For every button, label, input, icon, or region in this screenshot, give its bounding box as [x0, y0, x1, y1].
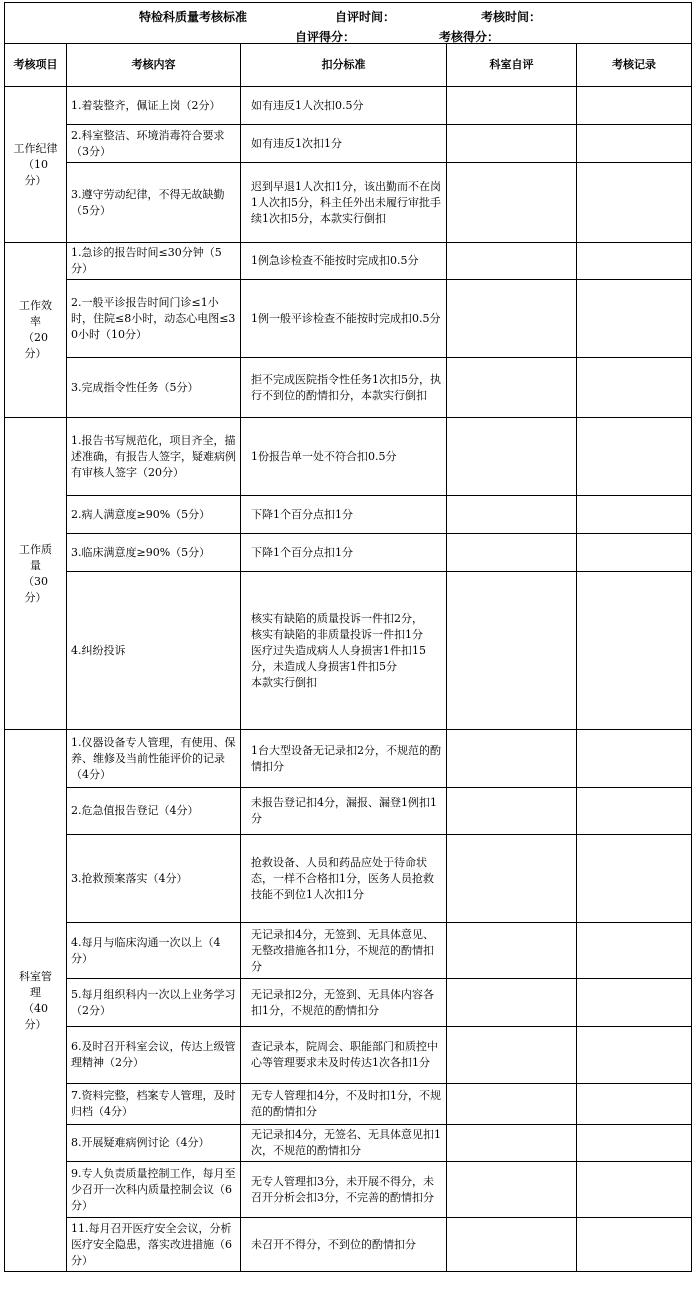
- self-eval-cell[interactable]: [447, 243, 577, 280]
- content-cell: 1.着装整齐，佩证上岗（2分）: [67, 87, 241, 125]
- record-cell[interactable]: [577, 280, 692, 358]
- self-eval-cell[interactable]: [447, 163, 577, 243]
- content-cell: 2.一般平诊报告时间门诊≤1小时，住院≤8小时，动态心电图≤30小时（10分）: [67, 280, 241, 358]
- table-row: [5, 923, 692, 979]
- criteria-cell: 下降1个百分点扣1分: [241, 534, 447, 572]
- criteria-cell: 无记录扣4分，无签名、无具体意见扣1次，不规范的酌情扣分: [241, 1125, 447, 1162]
- content-cell: 3.遵守劳动纪律，不得无故缺勤（5分）: [67, 163, 241, 243]
- category-cell: 工作效 率 （20 分）: [5, 243, 67, 418]
- self-eval-cell[interactable]: [447, 125, 577, 163]
- self-eval-cell[interactable]: [447, 87, 577, 125]
- self-eval-cell[interactable]: [447, 1084, 577, 1125]
- record-cell[interactable]: [577, 534, 692, 572]
- category-cell: 科室管 理 （40 分）: [5, 730, 67, 1272]
- self-eval-cell[interactable]: [447, 1027, 577, 1084]
- record-cell[interactable]: [577, 979, 692, 1027]
- assessment-table: [4, 2, 692, 1272]
- self-eval-cell[interactable]: [447, 923, 577, 979]
- col-header-criteria: 扣分标准: [241, 44, 447, 87]
- table-row: [5, 496, 692, 534]
- content-cell: 5.每月组织科内一次以上业务学习（2分）: [67, 979, 241, 1027]
- content-cell: 3.临床满意度≥90%（5分）: [67, 534, 241, 572]
- self-eval-cell[interactable]: [447, 730, 577, 788]
- record-cell[interactable]: [577, 163, 692, 243]
- category-cell: 工作纪律 （10 分）: [5, 87, 67, 243]
- col-header-item: 考核项目: [5, 44, 67, 87]
- table-row: [5, 418, 692, 496]
- table-row: [5, 87, 692, 125]
- record-cell[interactable]: [577, 923, 692, 979]
- record-cell[interactable]: [577, 1162, 692, 1218]
- table-row: [5, 572, 692, 730]
- record-cell[interactable]: [577, 125, 692, 163]
- content-cell: 8.开展疑难病例讨论（4分）: [67, 1125, 241, 1162]
- content-cell: 9.专人负责质量控制工作，每月至少召开一次科内质量控制会议（6分）: [67, 1162, 241, 1218]
- record-cell[interactable]: [577, 1125, 692, 1162]
- self-eval-time-label: 自评时间：: [335, 10, 396, 24]
- self-eval-cell[interactable]: [447, 788, 577, 835]
- column-header-row: [5, 44, 692, 87]
- self-eval-cell[interactable]: [447, 280, 577, 358]
- content-cell: 2.科室整洁、环境消毒符合要求（3分）: [67, 125, 241, 163]
- assess-score-label: 考核得分：: [439, 30, 500, 44]
- table-row: [5, 243, 692, 280]
- self-eval-cell[interactable]: [447, 534, 577, 572]
- criteria-cell: 迟到早退1人次扣1分，该出勤而不在岗1人次扣5分，科主任外出未履行审批手续1次扣5分，本款实行倒扣: [241, 163, 447, 243]
- criteria-cell: 未报告登记扣4分，漏报、漏登1例扣1分: [241, 788, 447, 835]
- criteria-cell: 查记录本，院周会、职能部门和质控中心等管理要求未及时传达1次各扣1分: [241, 1027, 447, 1084]
- record-cell[interactable]: [577, 418, 692, 496]
- content-cell: 1.报告书写规范化，项目齐全，描述准确，有报告人签字，疑难病例有审核人签字（20分）: [67, 418, 241, 496]
- col-header-content: 考核内容: [67, 44, 241, 87]
- record-cell[interactable]: [577, 835, 692, 923]
- criteria-cell: 无专人管理扣3分，未开展不得分，未召开分析会扣3分，不完善的酌情扣分: [241, 1162, 447, 1218]
- table-row: [5, 1218, 692, 1272]
- self-eval-cell[interactable]: [447, 979, 577, 1027]
- form-title: 特检科质量考核标准: [139, 10, 248, 24]
- col-header-self-eval: 科室自评: [447, 44, 577, 87]
- self-eval-cell[interactable]: [447, 496, 577, 534]
- content-cell: 4.纠纷投诉: [67, 572, 241, 730]
- table-row: [5, 163, 692, 243]
- record-cell[interactable]: [577, 572, 692, 730]
- self-score-label: 自评得分：: [295, 30, 356, 44]
- self-eval-cell[interactable]: [447, 1162, 577, 1218]
- table-row: [5, 1162, 692, 1218]
- criteria-cell: 核实有缺陷的质量投诉一件扣2分， 核实有缺陷的非质量投诉一件扣1分 医疗过失造成病人人身损害1件扣15分，未造成人身损害1件扣5分 本款实行倒扣: [241, 572, 447, 730]
- table-row: [5, 835, 692, 923]
- content-cell: 3.完成指令性任务（5分）: [67, 358, 241, 418]
- self-eval-cell[interactable]: [447, 572, 577, 730]
- content-cell: 4.每月与临床沟通一次以上（4分）: [67, 923, 241, 979]
- content-cell: 7.资料完整，档案专人管理，及时归档（4分）: [67, 1084, 241, 1125]
- self-eval-cell[interactable]: [447, 835, 577, 923]
- self-eval-cell[interactable]: [447, 1218, 577, 1272]
- criteria-cell: 1例急诊检查不能按时完成扣0.5分: [241, 243, 447, 280]
- content-cell: 2.病人满意度≥90%（5分）: [67, 496, 241, 534]
- content-cell: 3.抢救预案落实（4分）: [67, 835, 241, 923]
- table-row: [5, 979, 692, 1027]
- form-header: [5, 3, 692, 44]
- record-cell[interactable]: [577, 788, 692, 835]
- table-row: [5, 125, 692, 163]
- criteria-cell: 如有违反1次扣1分: [241, 125, 447, 163]
- criteria-cell: 无记录扣2分，无签到、无具体内容各扣1分，不规范的酌情扣分: [241, 979, 447, 1027]
- criteria-cell: 抢救设备、人员和药品应处于待命状态，一样不合格扣1分，医务人员抢救技能不到位1人次扣1分: [241, 835, 447, 923]
- self-eval-cell[interactable]: [447, 1125, 577, 1162]
- criteria-cell: 如有违反1人次扣0.5分: [241, 87, 447, 125]
- table-row: [5, 358, 692, 418]
- col-header-record: 考核记录: [577, 44, 692, 87]
- content-cell: 2.危急值报告登记（4分）: [67, 788, 241, 835]
- table-row: [5, 1125, 692, 1162]
- content-cell: 1.急诊的报告时间≤30分钟（5分）: [67, 243, 241, 280]
- criteria-cell: 拒不完成医院指令性任务1次扣5分，执行不到位的酌情扣分，本款实行倒扣: [241, 358, 447, 418]
- table-row: [5, 730, 692, 788]
- criteria-cell: 下降1个百分点扣1分: [241, 496, 447, 534]
- table-row: [5, 788, 692, 835]
- criteria-cell: 1台大型设备无记录扣2分，不规范的酌情扣分: [241, 730, 447, 788]
- content-cell: 6.及时召开科室会议，传达上级管理精神（2分）: [67, 1027, 241, 1084]
- criteria-cell: 无专人管理扣4分，不及时扣1分，不规范的酌情扣分: [241, 1084, 447, 1125]
- criteria-cell: 1例一般平诊检查不能按时完成扣0.5分: [241, 280, 447, 358]
- table-row: [5, 280, 692, 358]
- record-cell[interactable]: [577, 730, 692, 788]
- record-cell[interactable]: [577, 243, 692, 280]
- category-cell: 工作质 量 （30 分）: [5, 418, 67, 730]
- self-eval-cell[interactable]: [447, 358, 577, 418]
- record-cell[interactable]: [577, 1027, 692, 1084]
- criteria-cell: 无记录扣4分，无签到、无具体意见、无整改措施各扣1分，不规范的酌情扣分: [241, 923, 447, 979]
- record-cell[interactable]: [577, 496, 692, 534]
- content-cell: 1.仪器设备专人管理，有使用、保养、维修及当前性能评价的记录（4分）: [67, 730, 241, 788]
- table-row: [5, 1084, 692, 1125]
- table-row: [5, 534, 692, 572]
- table-row: [5, 1027, 692, 1084]
- self-eval-cell[interactable]: [447, 418, 577, 496]
- criteria-cell: 1份报告单一处不符合扣0.5分: [241, 418, 447, 496]
- record-cell[interactable]: [577, 1084, 692, 1125]
- record-cell[interactable]: [577, 1218, 692, 1272]
- record-cell[interactable]: [577, 358, 692, 418]
- criteria-cell: 未召开不得分，不到位的酌情扣分: [241, 1218, 447, 1272]
- content-cell: 11.每月召开医疗安全会议，分析医疗安全隐患，落实改进措施（6分）: [67, 1218, 241, 1272]
- assess-time-label: 考核时间：: [481, 10, 542, 24]
- record-cell[interactable]: [577, 87, 692, 125]
